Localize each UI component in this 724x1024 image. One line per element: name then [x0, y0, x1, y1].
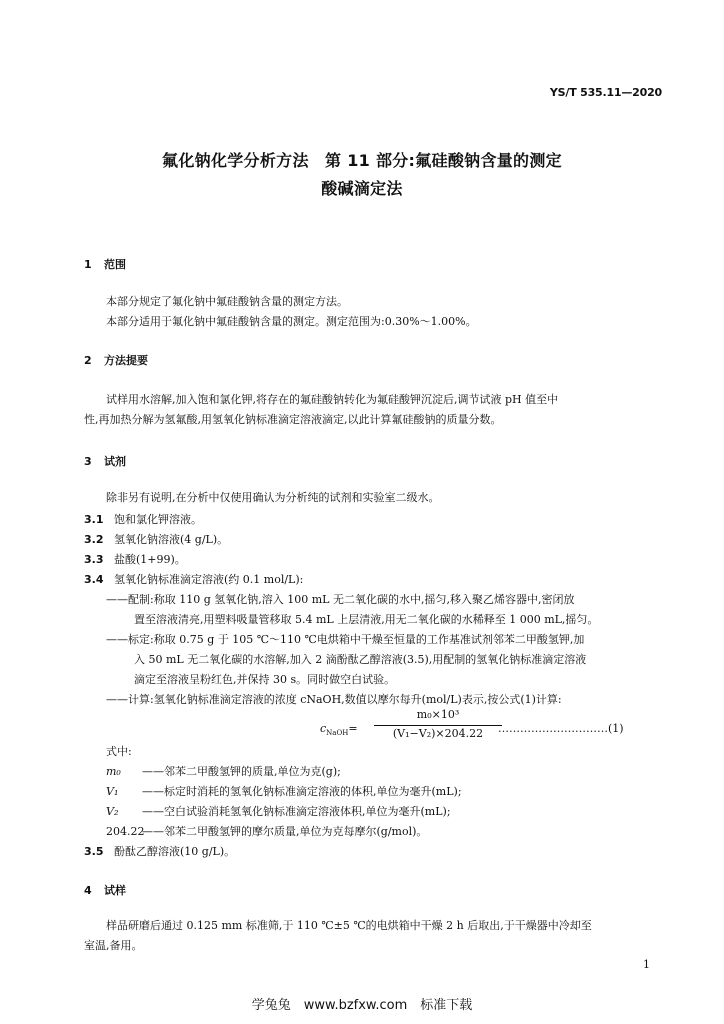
section-number: 2 [84, 354, 92, 367]
section-title: 试样 [104, 884, 126, 897]
reagent-3-3: 3.3 盐酸(1+99)。 [84, 553, 186, 566]
section-2-heading [84, 352, 148, 368]
section-title: 范围 [104, 258, 126, 271]
standard-code: YS/T 535.11—2020 [549, 86, 662, 99]
footer-watermark: 学兔兔 www.bzfxw.com 标准下载 [251, 998, 473, 1013]
page-number: 1 [643, 958, 650, 971]
variable-def: V₁ ——标定时消耗的氢氧化钠标准滴定溶液的体积,单位为毫升(mL); [106, 785, 462, 798]
list-item-continued: 滴定至溶液呈粉红色,并保持 30 s。同时做空白试验。 [134, 673, 396, 686]
paragraph: 样品研磨后通过 0.125 mm 标准筛,于 110 ℃±5 ℃的电烘箱中干燥 2 h 后取出,于干燥器中冷却至 [106, 919, 592, 932]
doc-title-line2: 酸碱滴定法 [321, 179, 403, 198]
formula-fraction [374, 708, 502, 740]
section-number: 4 [84, 884, 92, 897]
formula-denominator: (V₁−V₂)×204.22 [392, 727, 484, 740]
paragraph: 本部分规定了氟化钠中氟硅酸钠含量的测定方法。 [106, 295, 348, 308]
equation-number: …………………………(1) [498, 722, 624, 735]
paragraph: 除非另有说明,在分析中仅使用确认为分析纯的试剂和实验室二级水。 [106, 491, 440, 504]
section-4-heading [84, 882, 126, 898]
reagent-3-4: 3.4 氢氧化钠标准滴定溶液(约 0.1 mol/L): [84, 573, 304, 586]
where-label: 式中: [106, 745, 132, 758]
list-item-continued: 入 50 mL 无二氧化碳的水溶解,加入 2 滴酚酞乙醇溶液(3.5),用配制的氢氧化钠标准滴定溶液 [134, 653, 587, 666]
paragraph: 本部分适用于氟化钠中氟硅酸钠含量的测定。测定范围为:0.30%～1.00%。 [106, 315, 477, 328]
section-number: 3 [84, 455, 92, 468]
section-1-heading [84, 256, 126, 272]
reagent-3-2: 3.2 氢氧化钠溶液(4 g/L)。 [84, 533, 229, 546]
section-title: 试剂 [104, 455, 126, 468]
reagent-3-5: 3.5 酚酞乙醇溶液(10 g/L)。 [84, 845, 236, 858]
list-item: ——标定:称取 0.75 g 于 105 ℃～110 ℃电烘箱中干燥至恒量的工作基准试剂邻苯二甲酸氢钾,加 [106, 633, 585, 646]
paragraph: 试样用水溶解,加入饱和氯化钾,将存在的氟硅酸钠转化为氟硅酸钾沉淀后,调节试液 pH 值至中 [106, 393, 559, 406]
section-number: 1 [84, 258, 92, 271]
paragraph: 室温,备用。 [84, 939, 143, 952]
list-item-continued: 置至溶液清亮,用塑料吸量管移取 5.4 mL 上层清液,用无二氧化碳的水稀释至 1 000 mL,摇匀。 [134, 613, 599, 626]
reagent-3-1: 3.1 饱和氯化钾溶液。 [84, 513, 202, 526]
variable-def: m₀ ——邻苯二甲酸氢钾的质量,单位为克(g); [106, 765, 341, 778]
section-title: 方法提要 [104, 354, 148, 367]
formula-numerator: m₀×10³ [416, 708, 460, 721]
variable-def: V₂ ——空白试验消耗氢氧化钠标准滴定溶液体积,单位为毫升(mL); [106, 805, 451, 818]
formula-lhs: $c_{NaOH}=$ [320, 722, 358, 738]
list-item: ——配制:称取 110 g 氢氧化钠,溶入 100 mL 无二氧化碳的水中,摇匀,移入聚乙烯容器中,密闭放 [106, 593, 575, 606]
paragraph: 性,再加热分解为氢氟酸,用氢氧化钠标准滴定溶液滴定,以此计算氟硅酸钠的质量分数。 [84, 413, 502, 426]
section-3-heading [84, 453, 126, 469]
list-item: ——计算:氢氧化钠标准滴定溶液的浓度 cNaOH,数值以摩尔每升(mol/L)表示,按公式(1)计算: [106, 693, 562, 706]
variable-def: 204.22——邻苯二甲酸氢钾的摩尔质量,单位为克每摩尔(g/mol)。 [106, 825, 428, 838]
doc-title-line1: 氟化钠化学分析方法 第 11 部分:氟硅酸钠含量的测定 [162, 151, 562, 170]
fraction-bar [374, 725, 502, 726]
